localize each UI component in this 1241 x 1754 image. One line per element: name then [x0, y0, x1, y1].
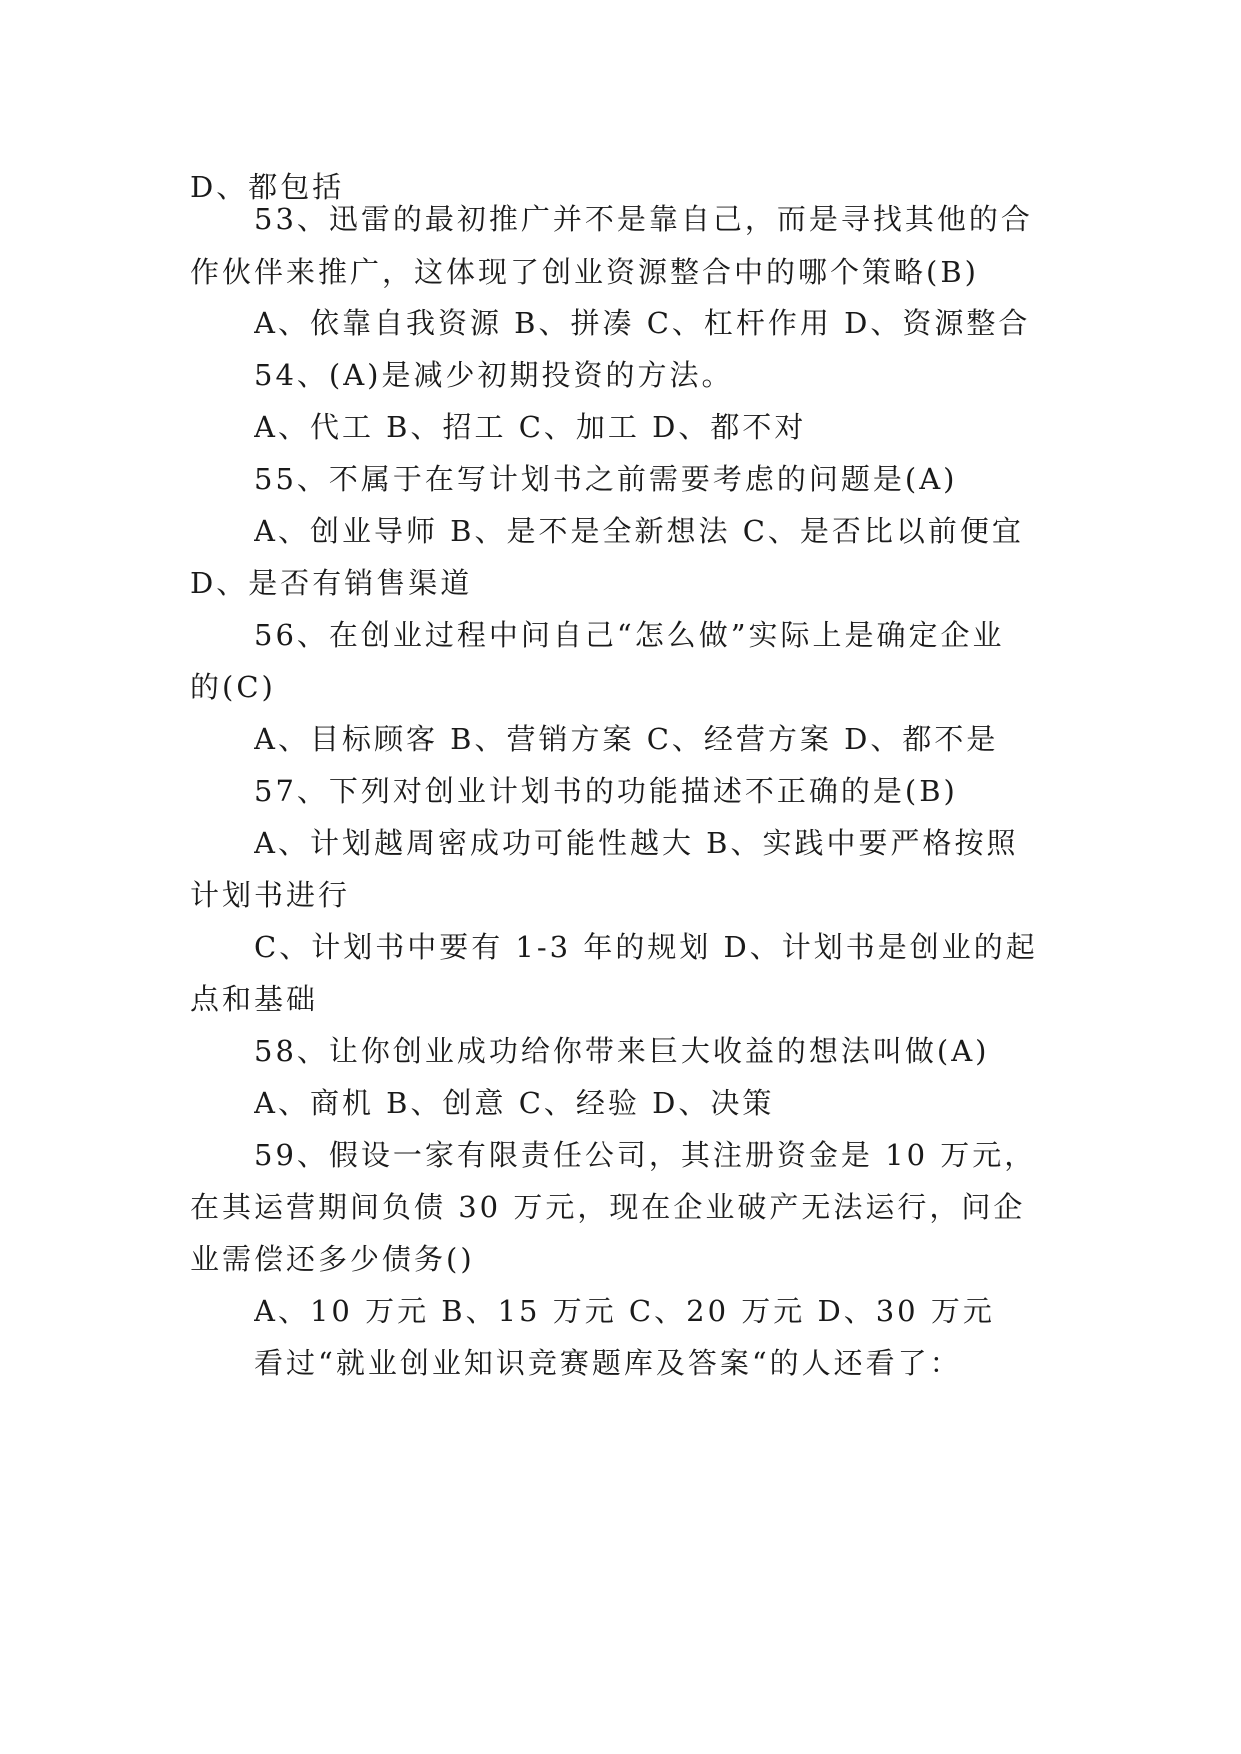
question-53-options: A、依靠自我资源 B、拼凑 C、杠杆作用 D、资源整合 — [254, 306, 1031, 340]
question-57-options-line-1: A、计划越周密成功可能性越大 B、实践中要严格按照 — [254, 826, 1019, 860]
related-reading-line: 看过“就业创业知识竞赛题库及答案“的人还看了： — [254, 1346, 962, 1380]
question-54: 54、(A)是减少初期投资的方法。 — [254, 358, 734, 392]
question-54-options: A、代工 B、招工 C、加工 D、都不对 — [254, 410, 807, 444]
question-56-line-1: 56、在创业过程中问自己“怎么做”实际上是确定企业 — [254, 618, 1005, 652]
question-53-line-1: 53、迅雷的最初推广并不是靠自己，而是寻找其他的合 — [254, 202, 1033, 236]
text-line-1: D、都包括 — [190, 170, 345, 204]
question-55-options-line-1: A、创业导师 B、是不是全新想法 C、是否比以前便宜 — [254, 514, 1024, 548]
question-57-options-line-2: 计划书进行 — [190, 878, 351, 912]
question-56-options: A、目标顾客 B、营销方案 C、经营方案 D、都不是 — [254, 722, 999, 756]
question-58: 58、让你创业成功给你带来巨大收益的想法叫做(A) — [254, 1034, 990, 1068]
question-57: 57、下列对创业计划书的功能描述不正确的是(B) — [254, 774, 958, 808]
question-59-line-2: 在其运营期间负债 30 万元，现在企业破产无法运行，问企 — [190, 1190, 1026, 1224]
question-56-line-2: 的(C) — [190, 670, 276, 704]
question-59-line-3: 业需偿还多少债务() — [190, 1242, 475, 1276]
question-58-options: A、商机 B、创意 C、经验 D、决策 — [254, 1086, 775, 1120]
question-57-options-line-3: C、计划书中要有 1-3 年的规划 D、计划书是创业的起 — [254, 930, 1038, 964]
question-55-options-line-2: D、是否有销售渠道 — [190, 566, 473, 600]
question-55: 55、不属于在写计划书之前需要考虑的问题是(A) — [254, 462, 958, 496]
question-53-line-2: 作伙伴来推广，这体现了创业资源整合中的哪个策略(B) — [190, 255, 979, 289]
question-57-options-line-4: 点和基础 — [190, 982, 319, 1016]
question-59-line-1: 59、假设一家有限责任公司，其注册资金是 10 万元， — [254, 1138, 1037, 1172]
question-59-options: A、10 万元 B、15 万元 C、20 万元 D、30 万元 — [254, 1294, 995, 1328]
